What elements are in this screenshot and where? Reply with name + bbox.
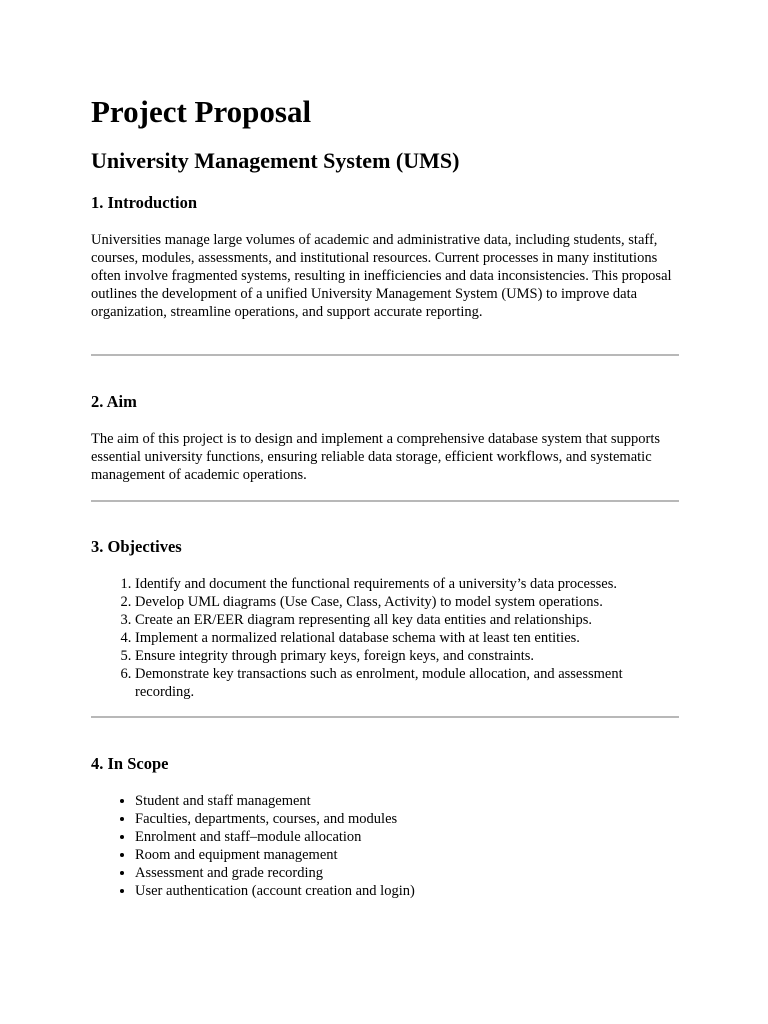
section-in-scope xyxy=(91,754,679,900)
list-item: • User authentication (account creation and login) xyxy=(135,882,679,900)
list-item: 2. Develop UML diagrams (Use Case, Class, Activity) to model system operations. xyxy=(135,593,679,611)
section-introduction xyxy=(91,193,679,321)
list-item: • Assessment and grade recording xyxy=(135,864,679,882)
list-item: 4. Implement a normalized relational database schema with at least ten entities. xyxy=(135,629,679,647)
document-subtitle: University Management System (UMS) xyxy=(91,148,460,173)
section-heading-introduction: 1. Introduction xyxy=(91,193,198,212)
list-item: • Room and equipment management xyxy=(135,846,679,864)
introduction-paragraph: Universities manage large volumes of academic and administrative data, including students, staff, courses, modules, assessments, and institutional resources. Current processes in many institutions often involve fragmented systems, resulting in inefficiencies and data inconsistencies. This proposal outlines the development of a unified University Management System (UMS) to improve data organization, streamline operations, and support accurate reporting. xyxy=(91,232,672,320)
list-item: • Faculties, departments, courses, and modules xyxy=(135,810,679,828)
aim-paragraph: The aim of this project is to design and implement a comprehensive database system that supports essential university functions, ensuring reliable data storage, efficient workflows, and systematic management of academic operations. xyxy=(91,431,660,483)
divider xyxy=(91,716,679,718)
section-aim xyxy=(91,392,679,484)
section-heading-objectives: 3. Objectives xyxy=(91,537,182,556)
list-item: 3. Create an ER/EER diagram representing all key data entities and relationships. xyxy=(135,611,679,629)
section-objectives xyxy=(91,537,679,701)
in-scope-list xyxy=(91,792,679,900)
list-item: • Student and staff management xyxy=(135,792,679,810)
section-heading-aim: 2. Aim xyxy=(91,392,137,411)
list-item: 1. Identify and document the functional requirements of a university’s data processes. xyxy=(135,575,679,593)
section-heading-in-scope: 4. In Scope xyxy=(91,754,169,773)
list-item: 6. Demonstrate key transactions such as enrolment, module allocation, and assessment recording. xyxy=(135,665,679,701)
document-title: Project Proposal xyxy=(91,94,312,129)
divider xyxy=(91,500,679,502)
divider xyxy=(91,354,679,356)
list-item: 5. Ensure integrity through primary keys, foreign keys, and constraints. xyxy=(135,647,679,665)
objectives-list xyxy=(91,575,679,701)
list-item: • Enrolment and staff–module allocation xyxy=(135,828,679,846)
